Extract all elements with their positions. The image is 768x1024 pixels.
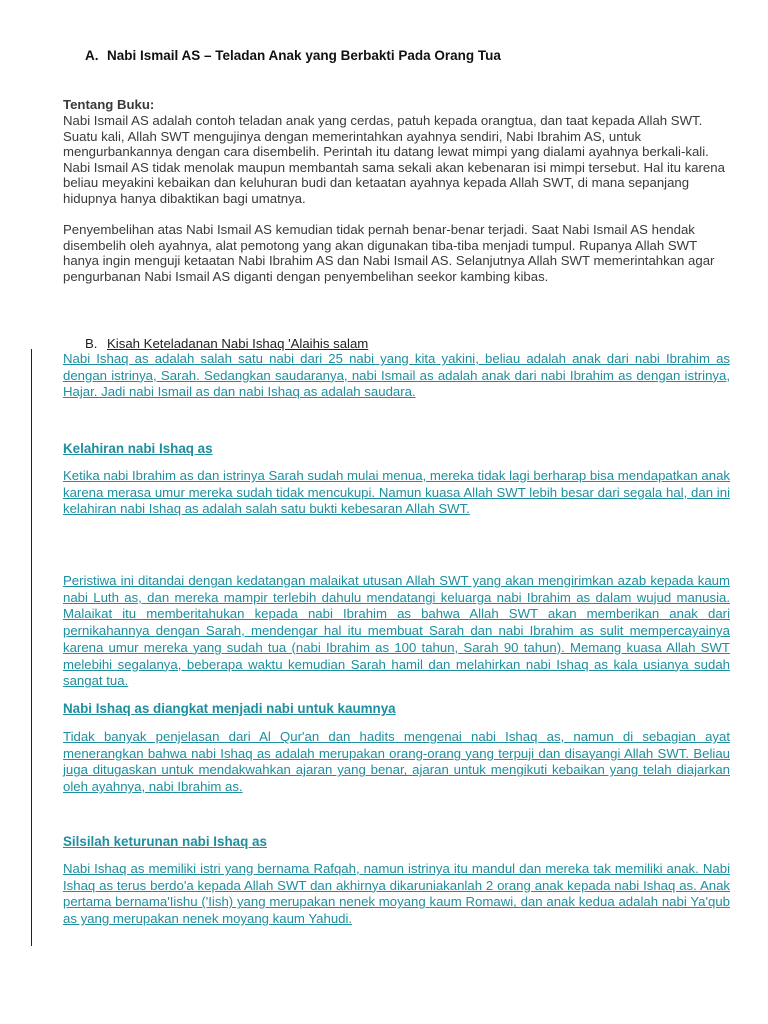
diangkat-nabi-paragraph[interactable]: Tidak banyak penjelasan dari Al Qur'an dan hadits mengenai nabi Ishaq as, namun di sebagian ayat menerangkan bahwa nabi Ishaq as adalah merupakan orang-orang yang terpuji dan disayangi Allah SWT. Beliau juga ditugaskan untuk mendakwahkan ajaran yang benar, ajaran untuk mengikuti kebaikan yang telah diajarkan oleh ayahnya, nabi Ibrahim as.	[63, 729, 730, 795]
subheading-silsilah[interactable]: Silsilah keturunan nabi Ishaq as	[63, 834, 267, 849]
subheading-kelahiran[interactable]: Kelahiran nabi Ishaq as	[63, 441, 213, 456]
tentang-buku-paragraph-1: Nabi Ismail AS adalah contoh teladan anak yang cerdas, patuh kepada orangtua, dan taat kepada Allah SWT. Suatu kali, Allah SWT mengujinya dengan memerintahkan ayahnya sendiri, Nabi Ibrahim AS, untuk mengurbankannya dengan cara disembelih. Perintah itu datang lewat mimpi yang dialami ayahnya berkali-kali. Nabi Ismail AS tidak menolak maupun membantah sama sekali akan kebenaran isi mimpi tersebut. Hal itu karena beliau meyakini kebaikan dan keluhuran budi dan ketaatan ayahnya kepada Allah SWT, di mana sepanjang hidupnya hanya dibaktikan bagi umatnya.	[63, 113, 725, 206]
silsilah-paragraph[interactable]: Nabi Ishaq as memiliki istri yang bernama Rafqah, namun istrinya itu mandul dan mereka tak memiliki anak. Nabi Ishaq as terus berdo'a kepada Allah SWT dan akhirnya dikaruniakanlah 2 orang anak kepada nabi Ishaq as. Anak pertama bernama'Iishu ('Iish) yang merupakan nenek moyang kaum Romawi, dan anak kedua adalah nabi Ya'qub as yang merupakan nenek moyang kaum Yahudi.	[63, 861, 730, 927]
section-b-heading	[85, 336, 368, 351]
section-a-heading	[85, 48, 501, 63]
peristiwa-paragraph[interactable]: Peristiwa ini ditandai dengan kedatangan malaikat utusan Allah SWT yang akan mengirimkan azab kepada kaum nabi Luth as, dan mereka mampir terlebih dahulu mendatangi keluarga nabi Ibrahim as dalam wujud manusia. Malaikat itu memberitahukan kepada nabi Ibrahim as bahwa Allah SWT akan memberikan anak dari pernikahannya dengan Sarah, mendengar hal itu membuat Sarah dan nabi Ibrahim as sulit mempercayainya karena umur mereka yang sudah tua (nabi Ibrahim as 100 tahun, Sarah 90 tahun). Memang kuasa Allah SWT melebihi segalanya, beberapa waktu kemudian Sarah hamil dan melahirkan nabi Ishaq as kala usianya sudah sangat tua.	[63, 573, 730, 689]
section-a-title: Nabi Ismail AS – Teladan Anak yang Berbakti Pada Orang Tua	[107, 48, 501, 63]
tentang-buku-label: Tentang Buku:	[63, 97, 155, 112]
section-a-number: A.	[85, 48, 99, 63]
section-b-number: B.	[85, 336, 98, 351]
subheading-diangkat-nabi[interactable]: Nabi Ishaq as diangkat menjadi nabi untuk kaumnya	[63, 701, 396, 716]
kelahiran-paragraph[interactable]: Ketika nabi Ibrahim as dan istrinya Sarah sudah mulai menua, mereka tidak lagi berharap bisa mendapatkan anak karena merasa umur mereka sudah tidak mencukupi. Namun kuasa Allah SWT lebih besar dari segala hal, dan ini kelahiran nabi Ishaq as adalah salah satu bukti kebesaran Allah SWT.	[63, 468, 730, 517]
margin-change-bar	[31, 349, 32, 946]
tentang-buku-paragraph-2: Penyembelihan atas Nabi Ismail AS kemudian tidak pernah benar-benar terjadi. Saat Nabi Ismail AS hendak disembelih oleh ayahnya, alat pemotong yang akan digunakan tiba-tiba menjadi tumpul. Rupanya Allah SWT hanya ingin menguji ketaatan Nabi Ibrahim AS dan Nabi Ismail AS. Selanjutnya Allah SWT memerintahkan agar pengurbanan Nabi Ismail AS diganti dengan penyembelihan seekor kambing kibas.	[63, 222, 715, 284]
ishaq-intro-paragraph[interactable]: Nabi Ishaq as adalah salah satu nabi dari 25 nabi yang kita yakini, beliau adalah anak dari nabi Ibrahim as dengan istrinya, Sarah. Sedangkan saudaranya, nabi Ismail as adalah anak dari nabi Ibrahim as dengan istrinya, Hajar. Jadi nabi Ismail as dan nabi Ishaq as adalah saudara.	[63, 351, 730, 400]
section-b-title[interactable]: Kisah Keteladanan Nabi Ishaq 'Alaihis salam	[107, 336, 369, 351]
